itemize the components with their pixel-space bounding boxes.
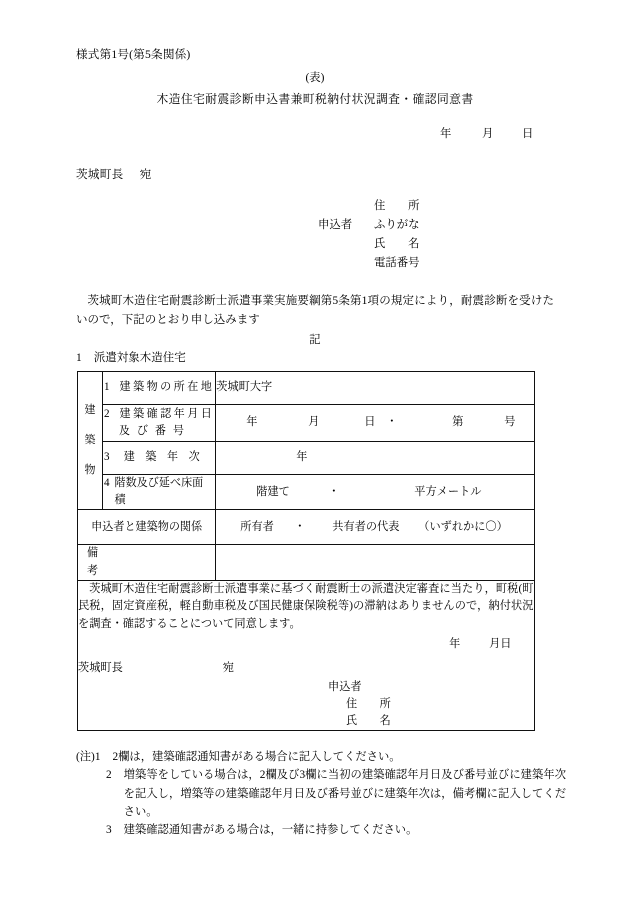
consent-addressee — [78, 660, 534, 678]
consent-date-line — [78, 636, 534, 654]
note-1-text: 2欄は，建築確認通知書がある場合に記入してください。 — [112, 751, 401, 763]
row-4-area: 平方メートル — [414, 485, 482, 498]
table-row — [78, 372, 535, 405]
vertical-char-1: 建 — [84, 404, 96, 417]
note-2-text: 増築等をしている場合は，2欄及び3欄に当初の建築確認年月日及び番号並びに建築年次を記入し，増築等の建築確認年月日及び番号並びに建築年次は，備考欄に記入してください。 — [123, 769, 566, 818]
vertical-char-3: 物 — [84, 464, 96, 477]
row-4-number: 4 — [103, 477, 110, 489]
section-item-1 — [76, 350, 186, 368]
row-2-label-line1: 建築確認年月日 — [119, 407, 215, 420]
notes-block — [76, 748, 566, 839]
date-month-label: 月 — [482, 128, 494, 140]
row-3-label-cell — [102, 442, 215, 475]
relation-label-cell — [78, 510, 216, 545]
row-2-number: 2 — [103, 407, 110, 420]
applicant-row-furigana — [318, 217, 446, 236]
consent-date-day: 日 — [500, 637, 512, 650]
table-row — [78, 442, 535, 475]
row-4-floors: 階建て — [256, 485, 290, 498]
row-2-month: 月 — [308, 416, 320, 429]
applicant-block-top — [318, 198, 446, 274]
row-2-year: 年 — [246, 416, 258, 429]
row-1-value-cell[interactable] — [216, 372, 534, 405]
note-item-2 — [106, 766, 566, 821]
page-title: 木造住宅耐震診断申込書兼町税納付状況調査・確認同意書 — [156, 92, 474, 106]
date-line-top — [440, 126, 533, 144]
table-row — [78, 475, 535, 510]
form-number: 様式第1号(第5条関係) — [76, 48, 191, 61]
remarks-label: 備 考 — [87, 547, 207, 577]
applicant-row-address — [318, 198, 446, 217]
consent-applicant-label-row — [328, 679, 534, 696]
relation-owner[interactable]: 所有者 — [240, 520, 274, 533]
consent-applicant-name: 氏 名 — [346, 715, 391, 728]
applicant-field-address: 住 所 — [374, 200, 420, 212]
section-item-1-label: 派遣対象木造住宅 — [93, 352, 186, 364]
row-4-value-cell[interactable] — [216, 475, 534, 510]
row-1-value: 茨城町大字 — [216, 381, 273, 394]
consent-addressee-mark: 宛 — [222, 661, 234, 674]
row-4-label: 階数及び延べ床面積 — [114, 477, 204, 507]
date-year-label: 年 — [440, 128, 452, 140]
consent-cell — [78, 580, 535, 730]
row-1-label-cell — [102, 372, 215, 405]
note-1-lead: (注)1 — [76, 751, 101, 763]
row-3-value: 年 — [296, 451, 308, 464]
row-2-label-cell — [102, 405, 215, 442]
applicant-row-phone — [318, 255, 446, 274]
applicant-field-name: 氏 名 — [374, 238, 420, 250]
note-3-lead: 3 — [106, 824, 112, 837]
note-item-1 — [76, 748, 566, 766]
applicant-row-name — [318, 236, 446, 255]
relation-label: 申込者と建築物の関係 — [91, 520, 203, 533]
consent-addressee-name: 茨城町長 — [78, 661, 123, 674]
section-item-1-number: 1 — [76, 352, 82, 364]
table-row-consent — [78, 580, 535, 730]
row-4-separator-dot: ・ — [328, 485, 340, 498]
row-2-separator-dot: ・ — [386, 416, 398, 429]
relation-note: （いずれかに〇） — [418, 520, 508, 533]
note-item-3 — [106, 821, 566, 839]
vertical-label-building — [78, 372, 103, 510]
consent-applicant-address: 住 所 — [346, 698, 391, 711]
consent-applicant-label: 申込者 — [328, 681, 362, 694]
consent-applicant-block — [78, 679, 534, 730]
consent-applicant-name-row — [328, 713, 534, 730]
addressee — [76, 166, 151, 184]
relation-representative[interactable]: 共有者の代表 — [332, 520, 400, 533]
applicant-label: 申込者 — [318, 219, 353, 231]
row-2-value-cell[interactable] — [216, 405, 534, 442]
addressee-mark: 宛 — [139, 168, 152, 181]
relation-separator-dot: ・ — [294, 520, 306, 533]
row-3-number: 3 — [103, 451, 110, 464]
note-2-lead: 2 — [106, 769, 112, 782]
row-2-label-line2: 及び番号 — [118, 425, 191, 437]
note-3-text: 建築確認通知書がある場合は，一緒に持参してください。 — [123, 824, 418, 837]
consent-paragraph: 茨城町木造住宅耐震診断士派遣事業に基づく耐震断士の派遣決定審査に当たり，町税(町民税，固定資産税，軽自動車税及び国民健康保険税等)の滞納はありませんので，納付状況を調査・確認することについて同意します。 — [78, 582, 534, 631]
row-1-number: 1 — [103, 381, 110, 394]
row-3-label: 建築年次 — [123, 451, 211, 464]
ki-label: 記 — [309, 334, 321, 346]
table-row — [78, 405, 535, 442]
addressee-name: 茨城町長 — [76, 168, 124, 181]
row-2-dai: 第 — [452, 416, 464, 429]
row-2-day: 日 — [364, 416, 376, 429]
table-row — [78, 545, 535, 580]
remarks-label-cell — [78, 545, 216, 580]
date-day-label: 日 — [522, 128, 534, 140]
table-row — [78, 510, 535, 545]
row-3-value-cell[interactable] — [216, 442, 534, 475]
intro-paragraph: 茨城町木造住宅耐震診断士派遣事業実施要綱第5条第1項の規定により，耐震診断を受けたいので，下記のとおり申し込みます — [76, 295, 554, 326]
consent-date-month: 月 — [489, 637, 501, 650]
remarks-value-cell[interactable] — [216, 545, 534, 580]
row-4-label-cell — [102, 475, 215, 510]
vertical-char-2: 築 — [84, 434, 96, 447]
consent-applicant-address-row — [328, 696, 534, 713]
relation-value-cell[interactable] — [216, 510, 534, 545]
applicant-field-furigana: ふりがな — [374, 219, 420, 231]
row-1-label: 建築物の所在地 — [119, 381, 215, 394]
applicant-field-phone: 電話番号 — [374, 257, 420, 269]
consent-date-year: 年 — [449, 637, 461, 650]
building-table — [77, 371, 535, 731]
row-2-gou: 号 — [504, 416, 516, 429]
omote-label: (表) — [305, 72, 325, 84]
